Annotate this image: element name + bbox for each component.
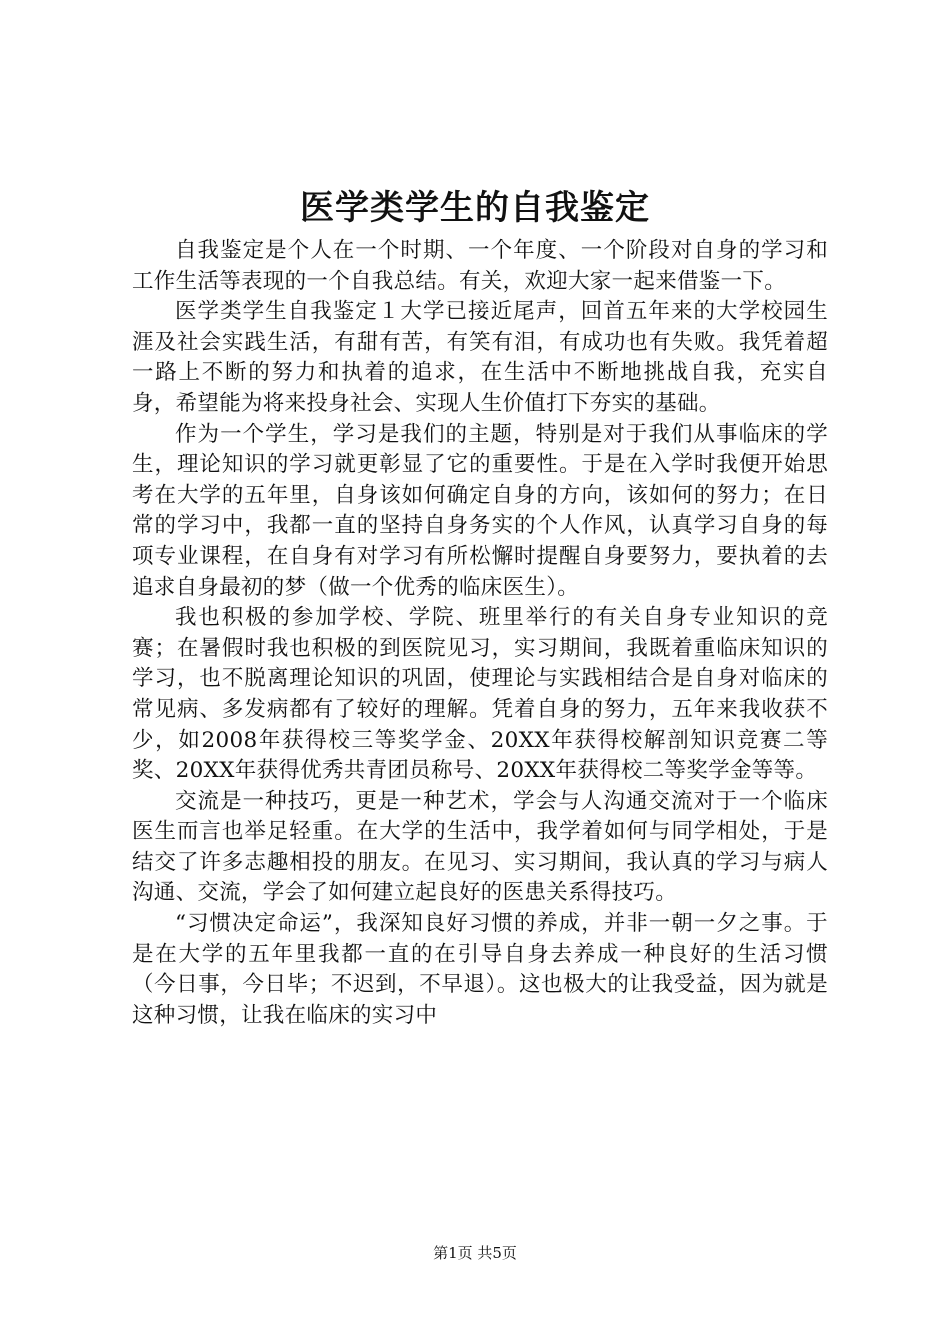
paragraph-study: 作为一个学生，学习是我们的主题，特别是对于我们从事临床的学生，理论知识的学习就更彰显了它的重要性。于是在入学时我便开始思考在大学的五年里，自身该如何确定自身的方向，该如何的努力；在日常的学习中，我都一直的坚持自身务实的个人作风，认真学习自身的每项专业课程，在自身有对学习有所松懈时提醒自身要努力，要执着的去追求自身最初的梦（做一个优秀的临床医生）。: [132, 421, 828, 600]
document-body: [132, 236, 828, 1188]
paragraph-activities: 我也积极的参加学校、学院、班里举行的有关自身专业知识的竞赛；在暑假时我也积极的到医院见习，实习期间，我既着重临床知识的学习，也不脱离理论知识的巩固，使理论与实践相结合是自身对临床的常见病、多发病都有了较好的理解。凭着自身的努力，五年来我收获不少，如2008年获得校三等奖学金、20XX年获得校解剖知识竞赛二等奖、20XX年获得优秀共青团员称号、20XX年获得校二等奖学金等等。: [132, 605, 828, 784]
document-title: 医学类学生的自我鉴定: [300, 188, 650, 228]
page-footer: 第1页 共5页: [433, 1244, 517, 1262]
paragraph-communication: 交流是一种技巧，更是一种艺术，学会与人沟通交流对于一个临床医生而言也举足轻重。在大学的生活中，我学着如何与同学相处，于是结交了许多志趣相投的朋友。在见习、实习期间，我认真的学习与病人沟通、交流，学会了如何建立起良好的医患关系得技巧。: [132, 788, 828, 906]
paragraph-overview: 医学类学生自我鉴定１大学已接近尾声，回首五年来的大学校园生涯及社会实践生活，有甜有苦，有笑有泪，有成功也有失败。我凭着超一路上不断的努力和执着的追求，在生活中不断地挑战自我，充实自身，希望能为将来投身社会、实现人生价值打下夯实的基础。: [132, 299, 828, 416]
paragraph-intro: 自我鉴定是个人在一个时期、一个年度、一个阶段对自身的学习和工作生活等表现的一个自我总结。有关，欢迎大家一起来借鉴一下。: [132, 238, 828, 294]
paragraph-habits: “习惯决定命运”，我深知良好习惯的养成，并非一朝一夕之事。于是在大学的五年里我都一直的在引导自身去养成一种良好的生活习惯（今日事，今日毕；不迟到，不早退）。这也极大的让我受益，因为就是这种习惯，让我在临床的实习中: [132, 911, 828, 1028]
